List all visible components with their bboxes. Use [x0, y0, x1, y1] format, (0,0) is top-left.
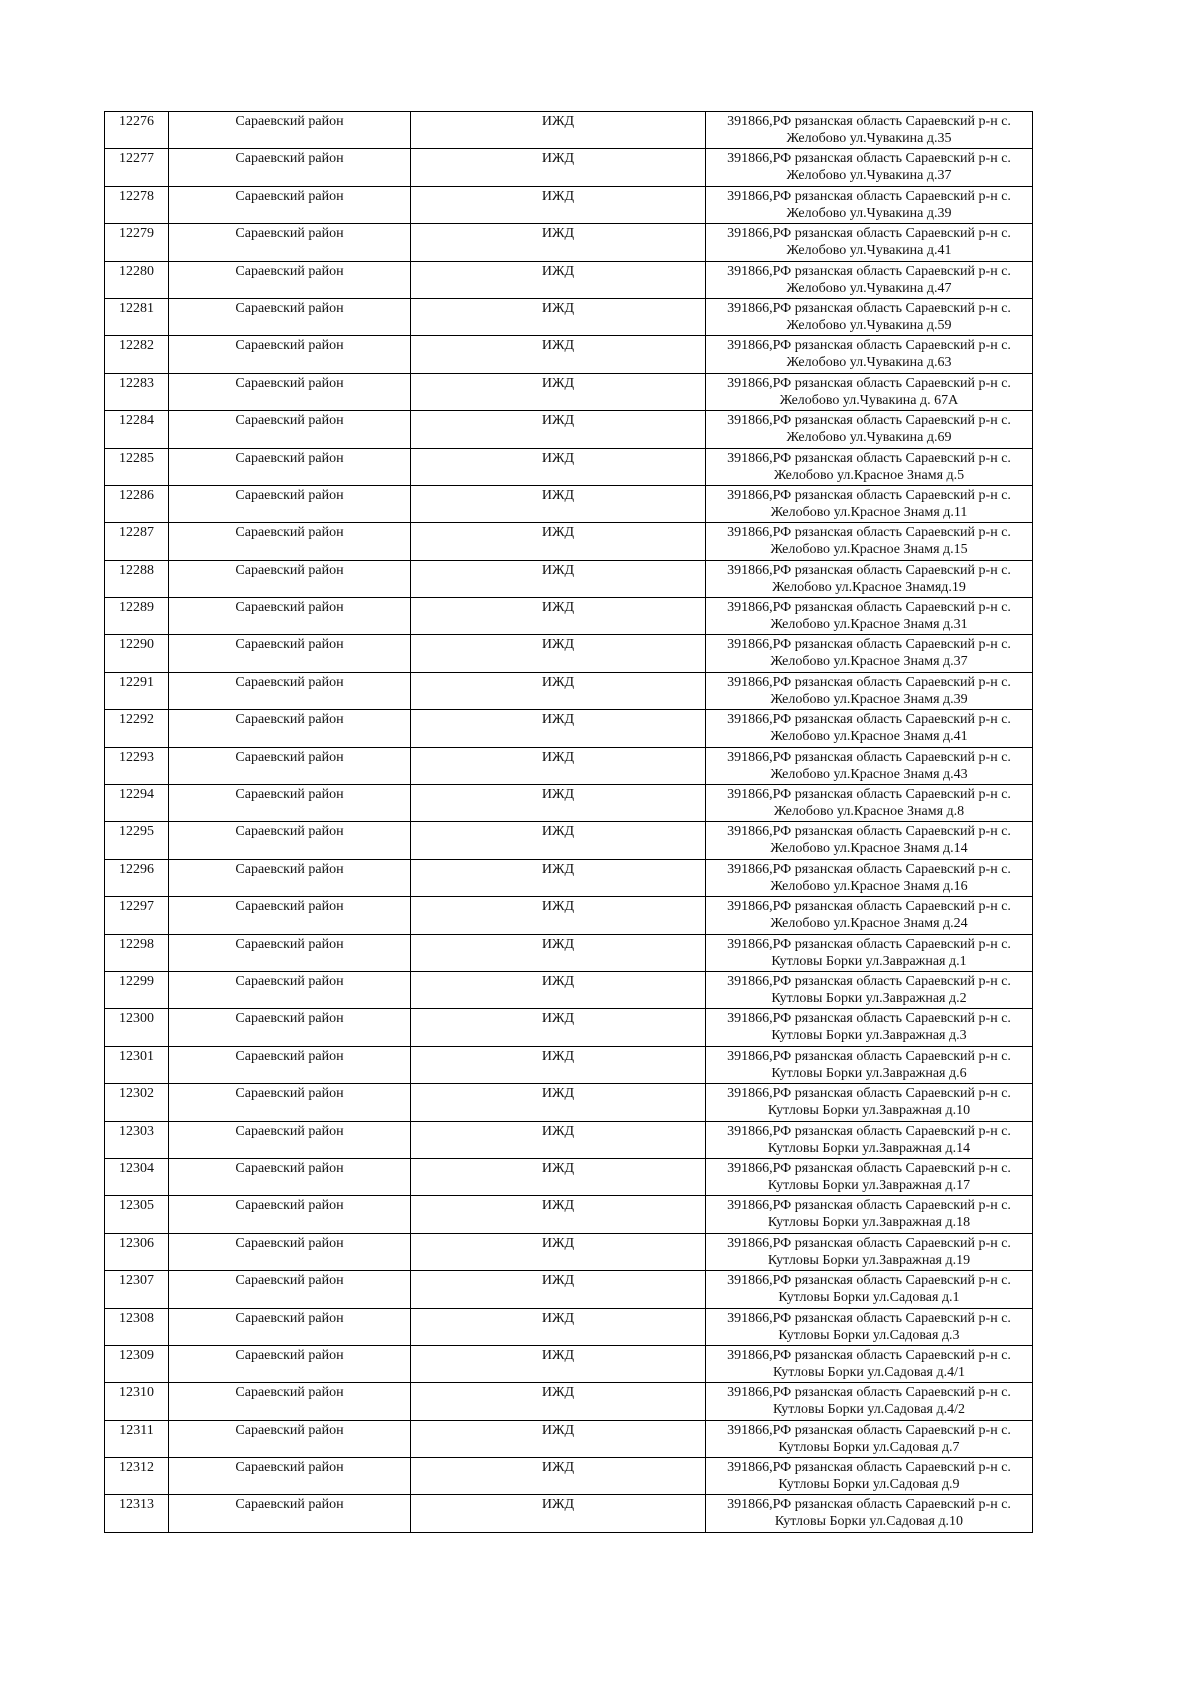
table-row [105, 785, 1033, 822]
housing-type-cell: ИЖД [411, 897, 706, 934]
housing-type-cell: ИЖД [411, 747, 706, 784]
address-cell [706, 336, 1033, 373]
row-number: 12300 [105, 1009, 169, 1046]
table-row [105, 747, 1033, 784]
table-row [105, 523, 1033, 560]
table-row [105, 261, 1033, 298]
district-cell: Сараевский район [169, 635, 411, 672]
address-line-1: 391866,РФ рязанская область Сараевский р-н с. [727, 525, 1011, 541]
housing-type-cell: ИЖД [411, 1009, 706, 1046]
address-line-2: Кутловы Борки ул.Садовая д.10 [774, 1514, 964, 1530]
address-cell [706, 411, 1033, 448]
table-row [105, 897, 1033, 934]
housing-type-cell: ИЖД [411, 560, 706, 597]
address-cell [706, 261, 1033, 298]
address-cell [706, 1420, 1033, 1457]
housing-type-cell: ИЖД [411, 1084, 706, 1121]
address-line-2: Желобово ул.Чувакина д.35 [786, 131, 952, 146]
address-cell [706, 1458, 1033, 1495]
address-line-1: 391866,РФ рязанская область Сараевский р-н с. [727, 1347, 1011, 1363]
address-line-2: Желобово ул.Чувакина д.39 [786, 205, 952, 221]
address-cell [706, 149, 1033, 186]
address-line-2: Кутловы Борки ул.Завражная д.6 [771, 1065, 967, 1081]
district-cell: Сараевский район [169, 1458, 411, 1495]
housing-type-cell: ИЖД [411, 1495, 706, 1532]
address-line-1: 391866,РФ рязанская область Сараевский р-н с. [727, 1422, 1011, 1438]
row-number: 12305 [105, 1196, 169, 1233]
district-cell: Сараевский район [169, 1383, 411, 1420]
address-cell [706, 1121, 1033, 1158]
district-cell: Сараевский район [169, 1420, 411, 1457]
housing-type-cell: ИЖД [411, 373, 706, 410]
district-cell: Сараевский район [169, 373, 411, 410]
table-row [105, 1158, 1033, 1195]
row-number: 12299 [105, 971, 169, 1008]
housing-type-cell: ИЖД [411, 298, 706, 335]
row-number: 12301 [105, 1046, 169, 1083]
address-cell [706, 1233, 1033, 1270]
row-number: 12303 [105, 1121, 169, 1158]
address-line-1: 391866,РФ рязанская область Сараевский р-н с. [727, 375, 1011, 391]
address-cell [706, 859, 1033, 896]
housing-type-cell: ИЖД [411, 523, 706, 560]
address-line-2: Кутловы Борки ул.Садовая д.4/1 [772, 1364, 966, 1380]
address-line-1: 391866,РФ рязанская область Сараевский р-н с. [727, 600, 1011, 616]
row-number: 12285 [105, 448, 169, 485]
table-row [105, 859, 1033, 896]
table-row [105, 635, 1033, 672]
address-cell [706, 1495, 1033, 1532]
district-cell: Сараевский район [169, 1046, 411, 1083]
address-line-2: Кутловы Борки ул.Завражная д.14 [767, 1140, 971, 1156]
table-row [105, 1009, 1033, 1046]
address-line-2: Желобово ул.Красное Знамяд.19 [772, 579, 966, 595]
address-line-2: Желобово ул.Чувакина д.47 [786, 280, 952, 296]
address-line-1: 391866,РФ рязанская область Сараевский р-н с. [727, 1048, 1011, 1064]
district-cell: Сараевский район [169, 598, 411, 635]
district-cell: Сараевский район [169, 785, 411, 822]
table-row [105, 934, 1033, 971]
address-line-2: Желобово ул.Красное Знамя д.11 [770, 504, 968, 520]
address-line-2: Кутловы Борки ул.Завражная д.18 [767, 1215, 971, 1231]
address-cell [706, 560, 1033, 597]
housing-type-cell: ИЖД [411, 1420, 706, 1457]
address-cell [706, 1196, 1033, 1233]
address-line-1: 391866,РФ рязанская область Сараевский р-н с. [727, 226, 1011, 242]
housing-type-cell: ИЖД [411, 336, 706, 373]
address-line-1: 391866,РФ рязанская область Сараевский р-н с. [727, 1460, 1011, 1476]
address-line-1: 391866,РФ рязанская область Сараевский р-н с. [727, 450, 1011, 466]
address-line-1: 391866,РФ рязанская область Сараевский р-н с. [727, 861, 1011, 877]
row-number: 12281 [105, 298, 169, 335]
row-number: 12277 [105, 149, 169, 186]
address-line-2: Желобово ул.Красное Знамя д.16 [770, 878, 968, 894]
housing-type-cell: ИЖД [411, 411, 706, 448]
district-cell: Сараевский район [169, 298, 411, 335]
address-line-1: 391866,РФ рязанская область Сараевский р-н с. [727, 973, 1011, 989]
table-row [105, 298, 1033, 335]
address-line-1: 391866,РФ рязанская область Сараевский р-н с. [727, 413, 1011, 429]
table-row [105, 672, 1033, 709]
row-number: 12308 [105, 1308, 169, 1345]
table-row [105, 1345, 1033, 1382]
district-cell: Сараевский район [169, 934, 411, 971]
housing-type-cell: ИЖД [411, 672, 706, 709]
housing-type-cell: ИЖД [411, 785, 706, 822]
address-line-1: 391866,РФ рязанская область Сараевский р-н с. [727, 188, 1011, 204]
district-cell: Сараевский район [169, 112, 411, 149]
table-row [105, 1495, 1033, 1532]
address-cell [706, 373, 1033, 410]
address-cell [706, 523, 1033, 560]
row-number: 12306 [105, 1233, 169, 1270]
address-cell [706, 971, 1033, 1008]
housing-type-cell: ИЖД [411, 485, 706, 522]
address-line-2: Желобово ул.Красное Знамя д.24 [770, 916, 968, 932]
address-line-2: Кутловы Борки ул.Завражная д.3 [771, 1028, 967, 1044]
address-line-1: 391866,РФ рязанская область Сараевский р-н с. [727, 487, 1011, 503]
row-number: 12286 [105, 485, 169, 522]
district-cell: Сараевский район [169, 1196, 411, 1233]
table-row [105, 1233, 1033, 1270]
address-cell [706, 822, 1033, 859]
row-number: 12309 [105, 1345, 169, 1382]
row-number: 12279 [105, 224, 169, 261]
housing-type-cell: ИЖД [411, 635, 706, 672]
address-line-1: 391866,РФ рязанская область Сараевский р-н с. [727, 674, 1011, 690]
address-line-2: Желобово ул.Красное Знамя д.8 [773, 804, 965, 820]
address-cell [706, 710, 1033, 747]
address-cell [706, 1383, 1033, 1420]
housing-type-cell: ИЖД [411, 112, 706, 149]
address-cell [706, 186, 1033, 223]
address-line-1: 391866,РФ рязанская область Сараевский р-н с. [727, 338, 1011, 354]
address-line-1: 391866,РФ рязанская область Сараевский р-н с. [727, 151, 1011, 167]
table-row [105, 598, 1033, 635]
address-line-2: Желобово ул.Чувакина д.59 [786, 317, 952, 333]
address-cell [706, 1308, 1033, 1345]
address-line-2: Кутловы Борки ул.Садовая д.1 [778, 1290, 960, 1306]
address-line-2: Желобово ул.Красное Знамя д.41 [770, 729, 968, 745]
housing-type-cell: ИЖД [411, 448, 706, 485]
housing-type-cell: ИЖД [411, 598, 706, 635]
address-line-2: Желобово ул.Красное Знамя д.39 [770, 691, 968, 707]
housing-type-cell: ИЖД [411, 710, 706, 747]
table-row [105, 1271, 1033, 1308]
address-cell [706, 747, 1033, 784]
address-line-1: 391866,РФ рязанская область Сараевский р-н с. [727, 1385, 1011, 1401]
table-row [105, 1046, 1033, 1083]
housing-type-cell: ИЖД [411, 1233, 706, 1270]
table-row [105, 224, 1033, 261]
address-cell [706, 672, 1033, 709]
address-line-1: 391866,РФ рязанская область Сараевский р-н с. [727, 1123, 1011, 1139]
row-number: 12298 [105, 934, 169, 971]
address-cell [706, 485, 1033, 522]
table-row [105, 336, 1033, 373]
housing-type-cell: ИЖД [411, 971, 706, 1008]
address-line-2: Желобово ул.Чувакина д.69 [786, 430, 952, 446]
document-page [104, 111, 1032, 1533]
row-number: 12291 [105, 672, 169, 709]
address-cell [706, 785, 1033, 822]
address-cell [706, 298, 1033, 335]
address-line-2: Кутловы Борки ул.Завражная д.1 [771, 953, 967, 969]
table-row [105, 560, 1033, 597]
table-row [105, 1196, 1033, 1233]
row-number: 12283 [105, 373, 169, 410]
row-number: 12312 [105, 1458, 169, 1495]
district-cell: Сараевский район [169, 149, 411, 186]
district-cell: Сараевский район [169, 261, 411, 298]
row-number: 12288 [105, 560, 169, 597]
housing-type-cell: ИЖД [411, 1458, 706, 1495]
district-cell: Сараевский район [169, 560, 411, 597]
address-cell [706, 1046, 1033, 1083]
row-number: 12304 [105, 1158, 169, 1195]
district-cell: Сараевский район [169, 336, 411, 373]
district-cell: Сараевский район [169, 411, 411, 448]
district-cell: Сараевский район [169, 1233, 411, 1270]
district-cell: Сараевский район [169, 224, 411, 261]
address-line-1: 391866,РФ рязанская область Сараевский р-н с. [727, 1310, 1011, 1326]
address-line-2: Желобово ул.Чувакина д. 67А [779, 392, 959, 408]
housing-type-cell: ИЖД [411, 1046, 706, 1083]
address-line-2: Желобово ул.Красное Знамя д.37 [770, 654, 968, 670]
address-line-1: 391866,РФ рязанская область Сараевский р-н с. [727, 1011, 1011, 1027]
address-line-1: 391866,РФ рязанская область Сараевский р-н с. [727, 1235, 1011, 1251]
address-line-2: Кутловы Борки ул.Завражная д.19 [767, 1252, 971, 1268]
address-cell [706, 934, 1033, 971]
district-cell: Сараевский район [169, 186, 411, 223]
address-line-2: Кутловы Борки ул.Садовая д.4/2 [772, 1402, 966, 1418]
address-cell [706, 1345, 1033, 1382]
table-row [105, 448, 1033, 485]
district-cell: Сараевский район [169, 1495, 411, 1532]
housing-type-cell: ИЖД [411, 1196, 706, 1233]
address-line-1: 391866,РФ рязанская область Сараевский р-н с. [727, 637, 1011, 653]
address-line-1: 391866,РФ рязанская область Сараевский р-н с. [727, 263, 1011, 279]
row-number: 12307 [105, 1271, 169, 1308]
district-cell: Сараевский район [169, 523, 411, 560]
district-cell: Сараевский район [169, 672, 411, 709]
housing-type-cell: ИЖД [411, 261, 706, 298]
housing-type-cell: ИЖД [411, 934, 706, 971]
table-row [105, 1420, 1033, 1457]
address-line-2: Кутловы Борки ул.Садовая д.9 [778, 1477, 960, 1493]
housing-type-cell: ИЖД [411, 224, 706, 261]
housing-type-cell: ИЖД [411, 1383, 706, 1420]
address-cell [706, 897, 1033, 934]
district-cell: Сараевский район [169, 485, 411, 522]
table-row [105, 1308, 1033, 1345]
address-line-2: Желобово ул.Красное Знамя д.31 [770, 617, 968, 633]
address-cell [706, 448, 1033, 485]
district-cell: Сараевский район [169, 1084, 411, 1121]
address-line-2: Кутловы Борки ул.Завражная д.17 [767, 1177, 971, 1193]
address-cell [706, 1158, 1033, 1195]
table-row [105, 710, 1033, 747]
housing-type-cell: ИЖД [411, 1158, 706, 1195]
table-row [105, 971, 1033, 1008]
district-cell: Сараевский район [169, 1271, 411, 1308]
address-line-2: Кутловы Борки ул.Садовая д.3 [778, 1327, 960, 1343]
address-line-2: Желобово ул.Красное Знамя д.14 [770, 841, 968, 857]
row-number: 12296 [105, 859, 169, 896]
district-cell: Сараевский район [169, 448, 411, 485]
row-number: 12310 [105, 1383, 169, 1420]
row-number: 12284 [105, 411, 169, 448]
district-cell: Сараевский район [169, 859, 411, 896]
address-cell [706, 598, 1033, 635]
district-cell: Сараевский район [169, 971, 411, 1008]
address-line-1: 391866,РФ рязанская область Сараевский р-н с. [727, 300, 1011, 316]
row-number: 12289 [105, 598, 169, 635]
housing-type-cell: ИЖД [411, 1271, 706, 1308]
housing-type-cell: ИЖД [411, 822, 706, 859]
table-row [105, 1121, 1033, 1158]
address-line-1: 391866,РФ рязанская область Сараевский р-н с. [727, 712, 1011, 728]
table-row [105, 822, 1033, 859]
address-line-2: Желобово ул.Чувакина д.37 [786, 168, 952, 184]
address-line-1: 391866,РФ рязанская область Сараевский р-н с. [727, 114, 1011, 129]
row-number: 12293 [105, 747, 169, 784]
address-line-1: 391866,РФ рязанская область Сараевский р-н с. [727, 1160, 1011, 1176]
table-row [105, 1084, 1033, 1121]
row-number: 12280 [105, 261, 169, 298]
address-line-1: 391866,РФ рязанская область Сараевский р-н с. [727, 824, 1011, 840]
address-line-2: Желобово ул.Красное Знамя д.43 [770, 766, 968, 782]
district-cell: Сараевский район [169, 1345, 411, 1382]
address-line-1: 391866,РФ рязанская область Сараевский р-н с. [727, 749, 1011, 765]
district-cell: Сараевский район [169, 1009, 411, 1046]
row-number: 12294 [105, 785, 169, 822]
address-line-2: Желобово ул.Чувакина д.41 [786, 243, 952, 259]
address-cell [706, 1084, 1033, 1121]
housing-type-cell: ИЖД [411, 859, 706, 896]
address-cell [706, 224, 1033, 261]
table-row [105, 373, 1033, 410]
address-line-2: Желобово ул.Красное Знамя д.15 [770, 542, 968, 558]
row-number: 12287 [105, 523, 169, 560]
row-number: 12302 [105, 1084, 169, 1121]
address-line-2: Кутловы Борки ул.Завражная д.2 [771, 990, 967, 1006]
address-cell [706, 1009, 1033, 1046]
district-cell: Сараевский район [169, 747, 411, 784]
housing-type-cell: ИЖД [411, 149, 706, 186]
address-line-1: 391866,РФ рязанская область Сараевский р-н с. [727, 1273, 1011, 1289]
address-cell [706, 635, 1033, 672]
table-row [105, 411, 1033, 448]
table-row [105, 112, 1033, 149]
district-cell: Сараевский район [169, 710, 411, 747]
table-body [105, 112, 1033, 1533]
row-number: 12278 [105, 186, 169, 223]
address-line-1: 391866,РФ рязанская область Сараевский р-н с. [727, 899, 1011, 915]
housing-type-cell: ИЖД [411, 1345, 706, 1382]
address-cell [706, 1271, 1033, 1308]
row-number: 12313 [105, 1495, 169, 1532]
table-row [105, 485, 1033, 522]
address-line-1: 391866,РФ рязанская область Сараевский р-н с. [727, 1086, 1011, 1102]
district-cell: Сараевский район [169, 897, 411, 934]
district-cell: Сараевский район [169, 1158, 411, 1195]
address-line-1: 391866,РФ рязанская область Сараевский р-н с. [727, 787, 1011, 803]
address-line-1: 391866,РФ рязанская область Сараевский р-н с. [727, 936, 1011, 952]
table-row [105, 186, 1033, 223]
address-line-1: 391866,РФ рязанская область Сараевский р-н с. [727, 1198, 1011, 1214]
row-number: 12290 [105, 635, 169, 672]
housing-type-cell: ИЖД [411, 1308, 706, 1345]
table-row [105, 1458, 1033, 1495]
address-line-2: Желобово ул.Чувакина д.63 [786, 355, 952, 371]
table-row [105, 1383, 1033, 1420]
housing-type-cell: ИЖД [411, 1121, 706, 1158]
table-row [105, 149, 1033, 186]
address-line-1: 391866,РФ рязанская область Сараевский р-н с. [727, 562, 1011, 578]
row-number: 12297 [105, 897, 169, 934]
row-number: 12276 [105, 112, 169, 149]
row-number: 12295 [105, 822, 169, 859]
row-number: 12311 [105, 1420, 169, 1457]
district-cell: Сараевский район [169, 1121, 411, 1158]
address-line-2: Кутловы Борки ул.Завражная д.10 [767, 1103, 971, 1119]
row-number: 12292 [105, 710, 169, 747]
address-cell [706, 112, 1033, 149]
address-line-1: 391866,РФ рязанская область Сараевский р-н с. [727, 1497, 1011, 1513]
housing-type-cell: ИЖД [411, 186, 706, 223]
row-number: 12282 [105, 336, 169, 373]
address-line-2: Кутловы Борки ул.Садовая д.7 [778, 1439, 960, 1455]
address-line-2: Желобово ул.Красное Знамя д.5 [773, 467, 965, 483]
address-table [104, 111, 1033, 1533]
district-cell: Сараевский район [169, 822, 411, 859]
district-cell: Сараевский район [169, 1308, 411, 1345]
